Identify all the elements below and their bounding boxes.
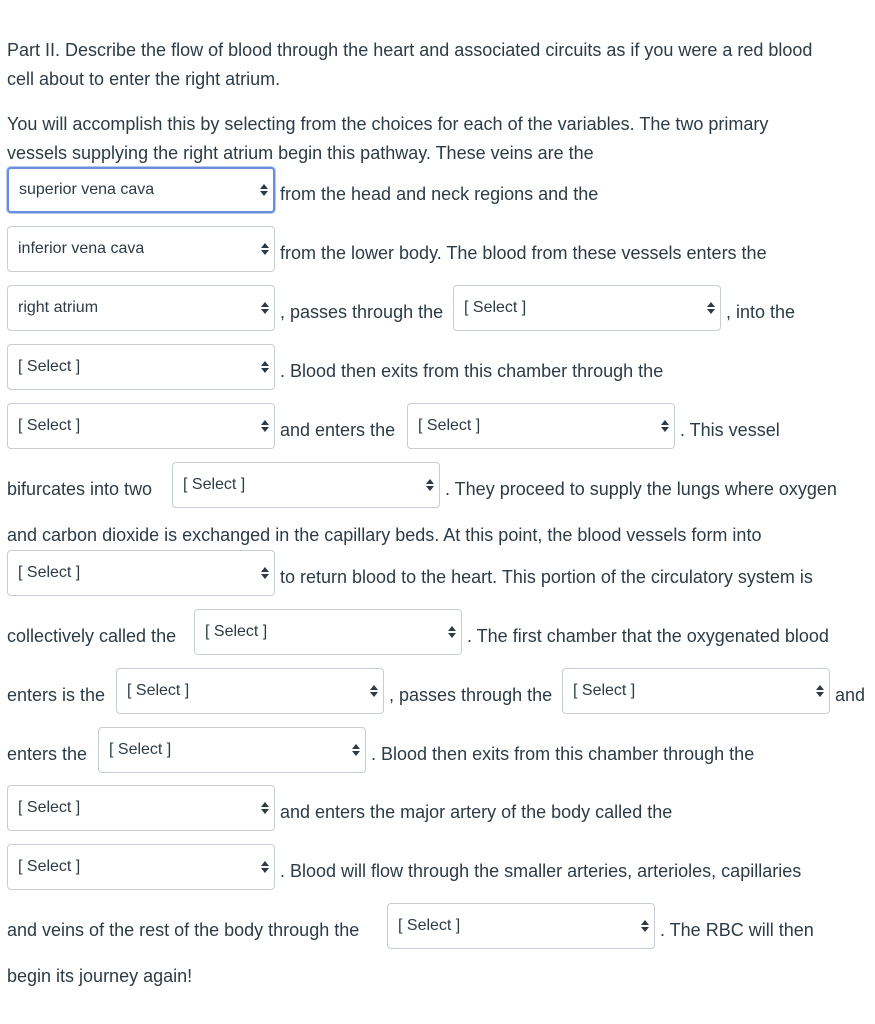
instructions-text: You will accomplish this by selecting from the choices for each of the variables. The two primary: [7, 114, 769, 134]
select-arrows-icon: [261, 567, 269, 579]
passage-text: and enters the: [280, 420, 396, 440]
select-arrows-icon: [261, 802, 269, 814]
passage-text: , passes through the: [389, 685, 553, 705]
passage-text: . Blood will flow through the smaller arteries, arterioles, capillaries: [280, 861, 802, 881]
chamber-select-1[interactable]: [7, 285, 275, 331]
vessel-select-1[interactable]: [407, 403, 675, 449]
part-title: Part II. Describe the flow of blood through the heart and associated circuits as if you were a red blood: [7, 40, 813, 60]
select-value: [ Select ]: [18, 799, 81, 816]
circuit-select-2[interactable]: [387, 903, 655, 949]
select-arrows-icon: [261, 420, 269, 432]
select-value: [ Select ]: [109, 741, 172, 758]
intro-text: cell about to enter the right atrium.: [7, 69, 281, 89]
valve-select-1[interactable]: [453, 285, 721, 331]
select-value: superior vena cava: [19, 181, 155, 198]
passage-text: and: [835, 685, 866, 705]
select-arrows-icon: [816, 685, 824, 697]
select-arrows-icon: [261, 243, 269, 255]
passage-text: . The RBC will then: [660, 920, 814, 940]
select-value: [ Select ]: [573, 682, 636, 699]
select-value: [ Select ]: [18, 358, 81, 375]
passage-text: , into the: [726, 302, 796, 322]
select-value: [ Select ]: [398, 917, 461, 934]
select-value: [ Select ]: [18, 417, 81, 434]
select-value: [ Select ]: [183, 476, 246, 493]
select-value: inferior vena cava: [18, 240, 145, 257]
passage-text: collectively called the: [7, 626, 177, 646]
select-arrows-icon: [707, 302, 715, 314]
vessel-select-3[interactable]: [7, 550, 275, 596]
select-value: [ Select ]: [127, 682, 190, 699]
passage-text: to return blood to the heart. This portion of the circulatory system is: [280, 567, 813, 587]
passage-text: . Blood then exits from this chamber through the: [371, 744, 755, 764]
select-arrows-icon: [261, 361, 269, 373]
passage-text: bifurcates into two: [7, 479, 153, 499]
select-arrows-icon: [352, 744, 360, 756]
select-value: [ Select ]: [464, 299, 527, 316]
valve-select-3[interactable]: [562, 668, 830, 714]
valve-select-4[interactable]: [7, 785, 275, 831]
passage-text: and enters the major artery of the body called the: [280, 802, 673, 822]
passage-text: enters the: [7, 744, 88, 764]
passage-text: . They proceed to supply the lungs where oxygen: [445, 479, 837, 499]
select-arrows-icon: [661, 420, 669, 432]
select-value: [ Select ]: [418, 417, 481, 434]
select-value: [ Select ]: [205, 623, 268, 640]
select-value: [ Select ]: [18, 858, 81, 875]
circuit-select-1[interactable]: [194, 609, 462, 655]
passage-text: and veins of the rest of the body through the: [7, 920, 360, 940]
artery-select[interactable]: [7, 844, 275, 890]
vessel-select-2[interactable]: [172, 462, 440, 508]
chamber-select-4[interactable]: [98, 727, 366, 773]
passage-text: . This vessel: [680, 420, 780, 440]
chamber-select-3[interactable]: [116, 668, 384, 714]
valve-select-2[interactable]: [7, 403, 275, 449]
passage-text: . The first chamber that the oxygenated blood: [467, 626, 829, 646]
instructions-text: vessels supplying the right atrium begin this pathway. These veins are the: [7, 143, 594, 163]
select-arrows-icon: [426, 479, 434, 491]
passage-text: from the lower body. The blood from these vessels enters the: [280, 243, 767, 263]
select-arrows-icon: [261, 302, 269, 314]
select-arrows-icon: [260, 184, 268, 196]
select-arrows-icon: [448, 626, 456, 638]
passage-text: . Blood then exits from this chamber through the: [280, 361, 664, 381]
passage-text: begin its journey again!: [7, 966, 193, 986]
chamber-select-2[interactable]: [7, 344, 275, 390]
select-value: right atrium: [18, 299, 99, 316]
select-arrows-icon: [641, 920, 649, 932]
select-value: [ Select ]: [18, 564, 81, 581]
select-arrows-icon: [370, 685, 378, 697]
vein-select-superior[interactable]: [7, 167, 275, 213]
passage-text: , passes through the: [280, 302, 444, 322]
passage-text: from the head and neck regions and the: [280, 184, 599, 204]
passage-text: enters is the: [7, 685, 106, 705]
select-arrows-icon: [261, 861, 269, 873]
vein-select-inferior[interactable]: [7, 226, 275, 272]
passage-text: and carbon dioxide is exchanged in the capillary beds. At this point, the blood vessels form into: [7, 525, 762, 545]
